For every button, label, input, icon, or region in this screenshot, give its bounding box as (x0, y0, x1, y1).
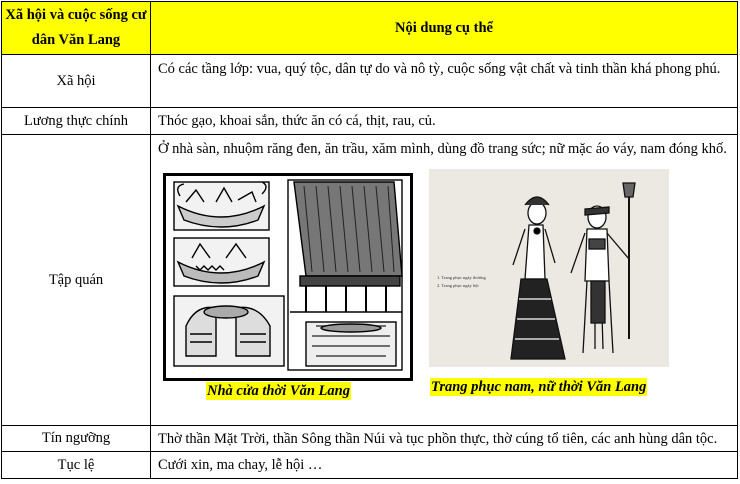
row-label: Lương thực chính (2, 108, 151, 135)
house-caption: Nhà cửa thời Văn Lang (207, 383, 350, 399)
row-label: Tập quán (2, 135, 151, 426)
culture-table (1, 1, 738, 479)
row-content: Có các tầng lớp: vua, quý tộc, dân tự do và nô tỳ, cuộc sống vật chất và tinh thần khá phong phú. (151, 55, 738, 108)
row-content: Ở nhà sàn, nhuộm răng đen, ăn trầu, xăm mình, dùng đồ trang sức; nữ mặc áo váy, nam đóng khố. (158, 141, 727, 157)
house-illustration (163, 173, 413, 381)
header-col-topic: Xã hội và cuộc sống cư dân Văn Lang (2, 2, 151, 55)
row-label: Tín ngưỡng (2, 426, 151, 452)
row-content: Thờ thần Mặt Trời, thần Sông thần Núi và tục phồn thực, thờ cúng tổ tiên, các anh hùng dân tộc. (151, 426, 738, 452)
row-label: Xã hội (2, 55, 151, 108)
table-row (2, 426, 738, 452)
table-header-row (2, 2, 738, 55)
costume-note-2: 2. Trang phục ngày hội (437, 283, 479, 288)
table-row (2, 135, 738, 426)
table-row (2, 108, 738, 135)
row-content: Thóc gạo, khoai sắn, thức ăn có cá, thịt, rau, củ. (151, 108, 738, 135)
figures (158, 165, 731, 403)
costume-note-1: 1. Trang phục ngày thường (437, 275, 486, 280)
costume-caption: Trang phục nam, nữ thời Văn Lang (431, 379, 647, 395)
costume-illustration (429, 169, 669, 367)
header-col-content: Nội dung cụ thể (151, 2, 738, 55)
table-row (2, 452, 738, 479)
row-label: Tục lệ (2, 452, 151, 479)
table-row (2, 55, 738, 108)
row-content: Cưới xin, ma chay, lễ hội … (151, 452, 738, 479)
row-content-cell (151, 135, 738, 426)
